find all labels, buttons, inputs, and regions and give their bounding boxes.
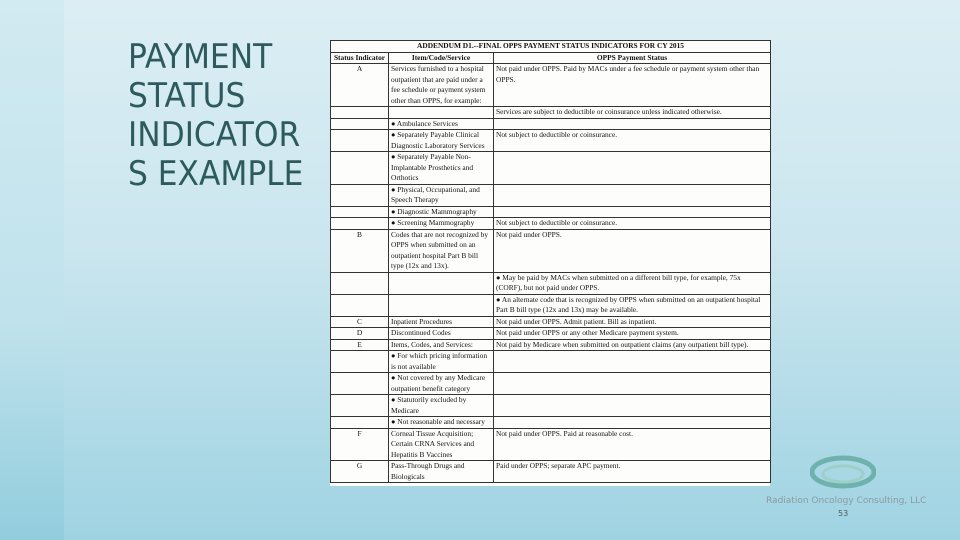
item-cell: ● Diagnostic Mammography: [389, 206, 494, 218]
status-indicator-cell: [331, 294, 389, 316]
table-row: [331, 118, 771, 130]
payment-status-cell: [494, 152, 771, 185]
payment-status-cell: Not subject to deductible or coinsurance.: [494, 218, 771, 230]
item-cell: ● Not covered by any Medicare outpatient benefit category: [389, 373, 494, 395]
item-cell: Pass-Through Drugs and Biologicals: [389, 461, 494, 483]
status-indicator-cell: [331, 373, 389, 395]
table-row: [331, 64, 771, 107]
table-row: [331, 218, 771, 230]
table-row: [331, 328, 771, 340]
table-row: [331, 395, 771, 417]
status-indicator-cell: D: [331, 328, 389, 340]
item-cell: ● For which pricing information is not available: [389, 351, 494, 373]
status-indicator-cell: [331, 206, 389, 218]
payment-status-cell: Not paid under OPPS or any other Medicare payment system.: [494, 328, 771, 340]
status-indicator-cell: [331, 351, 389, 373]
table-row: [331, 428, 771, 461]
item-cell: [389, 107, 494, 119]
payment-status-cell: ● An alternate code that is recognized by OPPS when submitted on an outpatient hospital Part B bill type (12x and 13x) may be available.: [494, 294, 771, 316]
table-row: [331, 206, 771, 218]
table-row: [331, 339, 771, 351]
item-cell: ● Separately Payable Clinical Diagnostic Laboratory Services: [389, 130, 494, 152]
table-body: [331, 64, 771, 483]
status-indicator-cell: [331, 118, 389, 130]
payment-status-cell: [494, 373, 771, 395]
item-cell: [389, 294, 494, 316]
table-row: [331, 184, 771, 206]
header-status-indicator: Status Indicator: [331, 52, 389, 64]
header-item-code-service: Item/Code/Service: [389, 52, 494, 64]
item-cell: ● Screening Mammography: [389, 218, 494, 230]
table-caption: ADDENDUM D1.--FINAL OPPS PAYMENT STATUS INDICATORS FOR CY 2015: [331, 41, 771, 53]
item-cell: Services furnished to a hospital outpatient that are paid under a fee schedule or payment system other than OPPS, for example:: [389, 64, 494, 107]
table-row: [331, 294, 771, 316]
payment-status-cell: [494, 351, 771, 373]
status-indicator-cell: [331, 218, 389, 230]
table-row: [331, 351, 771, 373]
table-row: [331, 373, 771, 395]
left-accent-strip: [0, 0, 64, 540]
company-name: Radiation Oncology Consulting, LLC: [766, 496, 927, 506]
status-indicator-cell: [331, 272, 389, 294]
payment-status-cell: Paid under OPPS; separate APC payment.: [494, 461, 771, 483]
item-cell: Discontinued Codes: [389, 328, 494, 340]
status-indicator-cell: [331, 395, 389, 417]
page-number: 53: [838, 509, 849, 518]
table-row: [331, 107, 771, 119]
table-row: [331, 461, 771, 483]
payment-status-cell: Not paid under OPPS. Paid by MACs under a fee schedule or payment system other than OPPS.: [494, 64, 771, 107]
status-indicator-cell: C: [331, 316, 389, 328]
table-row: [331, 229, 771, 272]
payment-status-cell: Not subject to deductible or coinsurance.: [494, 130, 771, 152]
company-logo: [810, 452, 876, 496]
status-indicator-cell: [331, 107, 389, 119]
table-row: [331, 316, 771, 328]
payment-status-cell: [494, 417, 771, 429]
payment-status-cell: Services are subject to deductible or coinsurance unless indicated otherwise.: [494, 107, 771, 119]
payment-status-cell: [494, 184, 771, 206]
item-cell: Inpatient Procedures: [389, 316, 494, 328]
status-indicator-cell: A: [331, 64, 389, 107]
item-cell: ● Ambulance Services: [389, 118, 494, 130]
item-cell: [389, 272, 494, 294]
slide-title: PAYMENT STATUS INDICATOR S EXAMPLE: [128, 37, 304, 194]
payment-status-cell: [494, 395, 771, 417]
payment-status-cell: [494, 118, 771, 130]
item-cell: ● Separately Payable Non-Implantable Prosthetics and Orthotics: [389, 152, 494, 185]
status-indicator-cell: F: [331, 428, 389, 461]
header-opps-payment-status: OPPS Payment Status: [494, 52, 771, 64]
payment-status-cell: [494, 206, 771, 218]
status-indicator-cell: [331, 184, 389, 206]
status-indicator-cell: [331, 130, 389, 152]
payment-status-cell: Not paid under OPPS. Paid at reasonable cost.: [494, 428, 771, 461]
item-cell: Items, Codes, and Services:: [389, 339, 494, 351]
item-cell: ● Statutorily excluded by Medicare: [389, 395, 494, 417]
table-row: [331, 417, 771, 429]
status-indicator-cell: B: [331, 229, 389, 272]
status-indicator-cell: G: [331, 461, 389, 483]
payment-status-table: [330, 40, 771, 483]
item-cell: ● Physical, Occupational, and Speech Therapy: [389, 184, 494, 206]
payment-status-table-image: [330, 40, 770, 486]
table-row: [331, 130, 771, 152]
item-cell: Corneal Tissue Acquisition; Certain CRNA Services and Hepatitis B Vaccines: [389, 428, 494, 461]
status-indicator-cell: [331, 152, 389, 185]
status-indicator-cell: [331, 417, 389, 429]
table-row: [331, 152, 771, 185]
item-cell: Codes that are not recognized by OPPS when submitted on an outpatient hospital Part B bill type (12x and 13x).: [389, 229, 494, 272]
item-cell: ● Not reasonable and necessary: [389, 417, 494, 429]
payment-status-cell: Not paid under OPPS.: [494, 229, 771, 272]
payment-status-cell: Not paid by Medicare when submitted on outpatient claims (any outpatient bill type).: [494, 339, 771, 351]
payment-status-cell: ● May be paid by MACs when submitted on a different bill type, for example, 75x (CORF), but not paid under OPPS.: [494, 272, 771, 294]
payment-status-cell: Not paid under OPPS. Admit patient. Bill as inpatient.: [494, 316, 771, 328]
status-indicator-cell: E: [331, 339, 389, 351]
table-row: [331, 272, 771, 294]
